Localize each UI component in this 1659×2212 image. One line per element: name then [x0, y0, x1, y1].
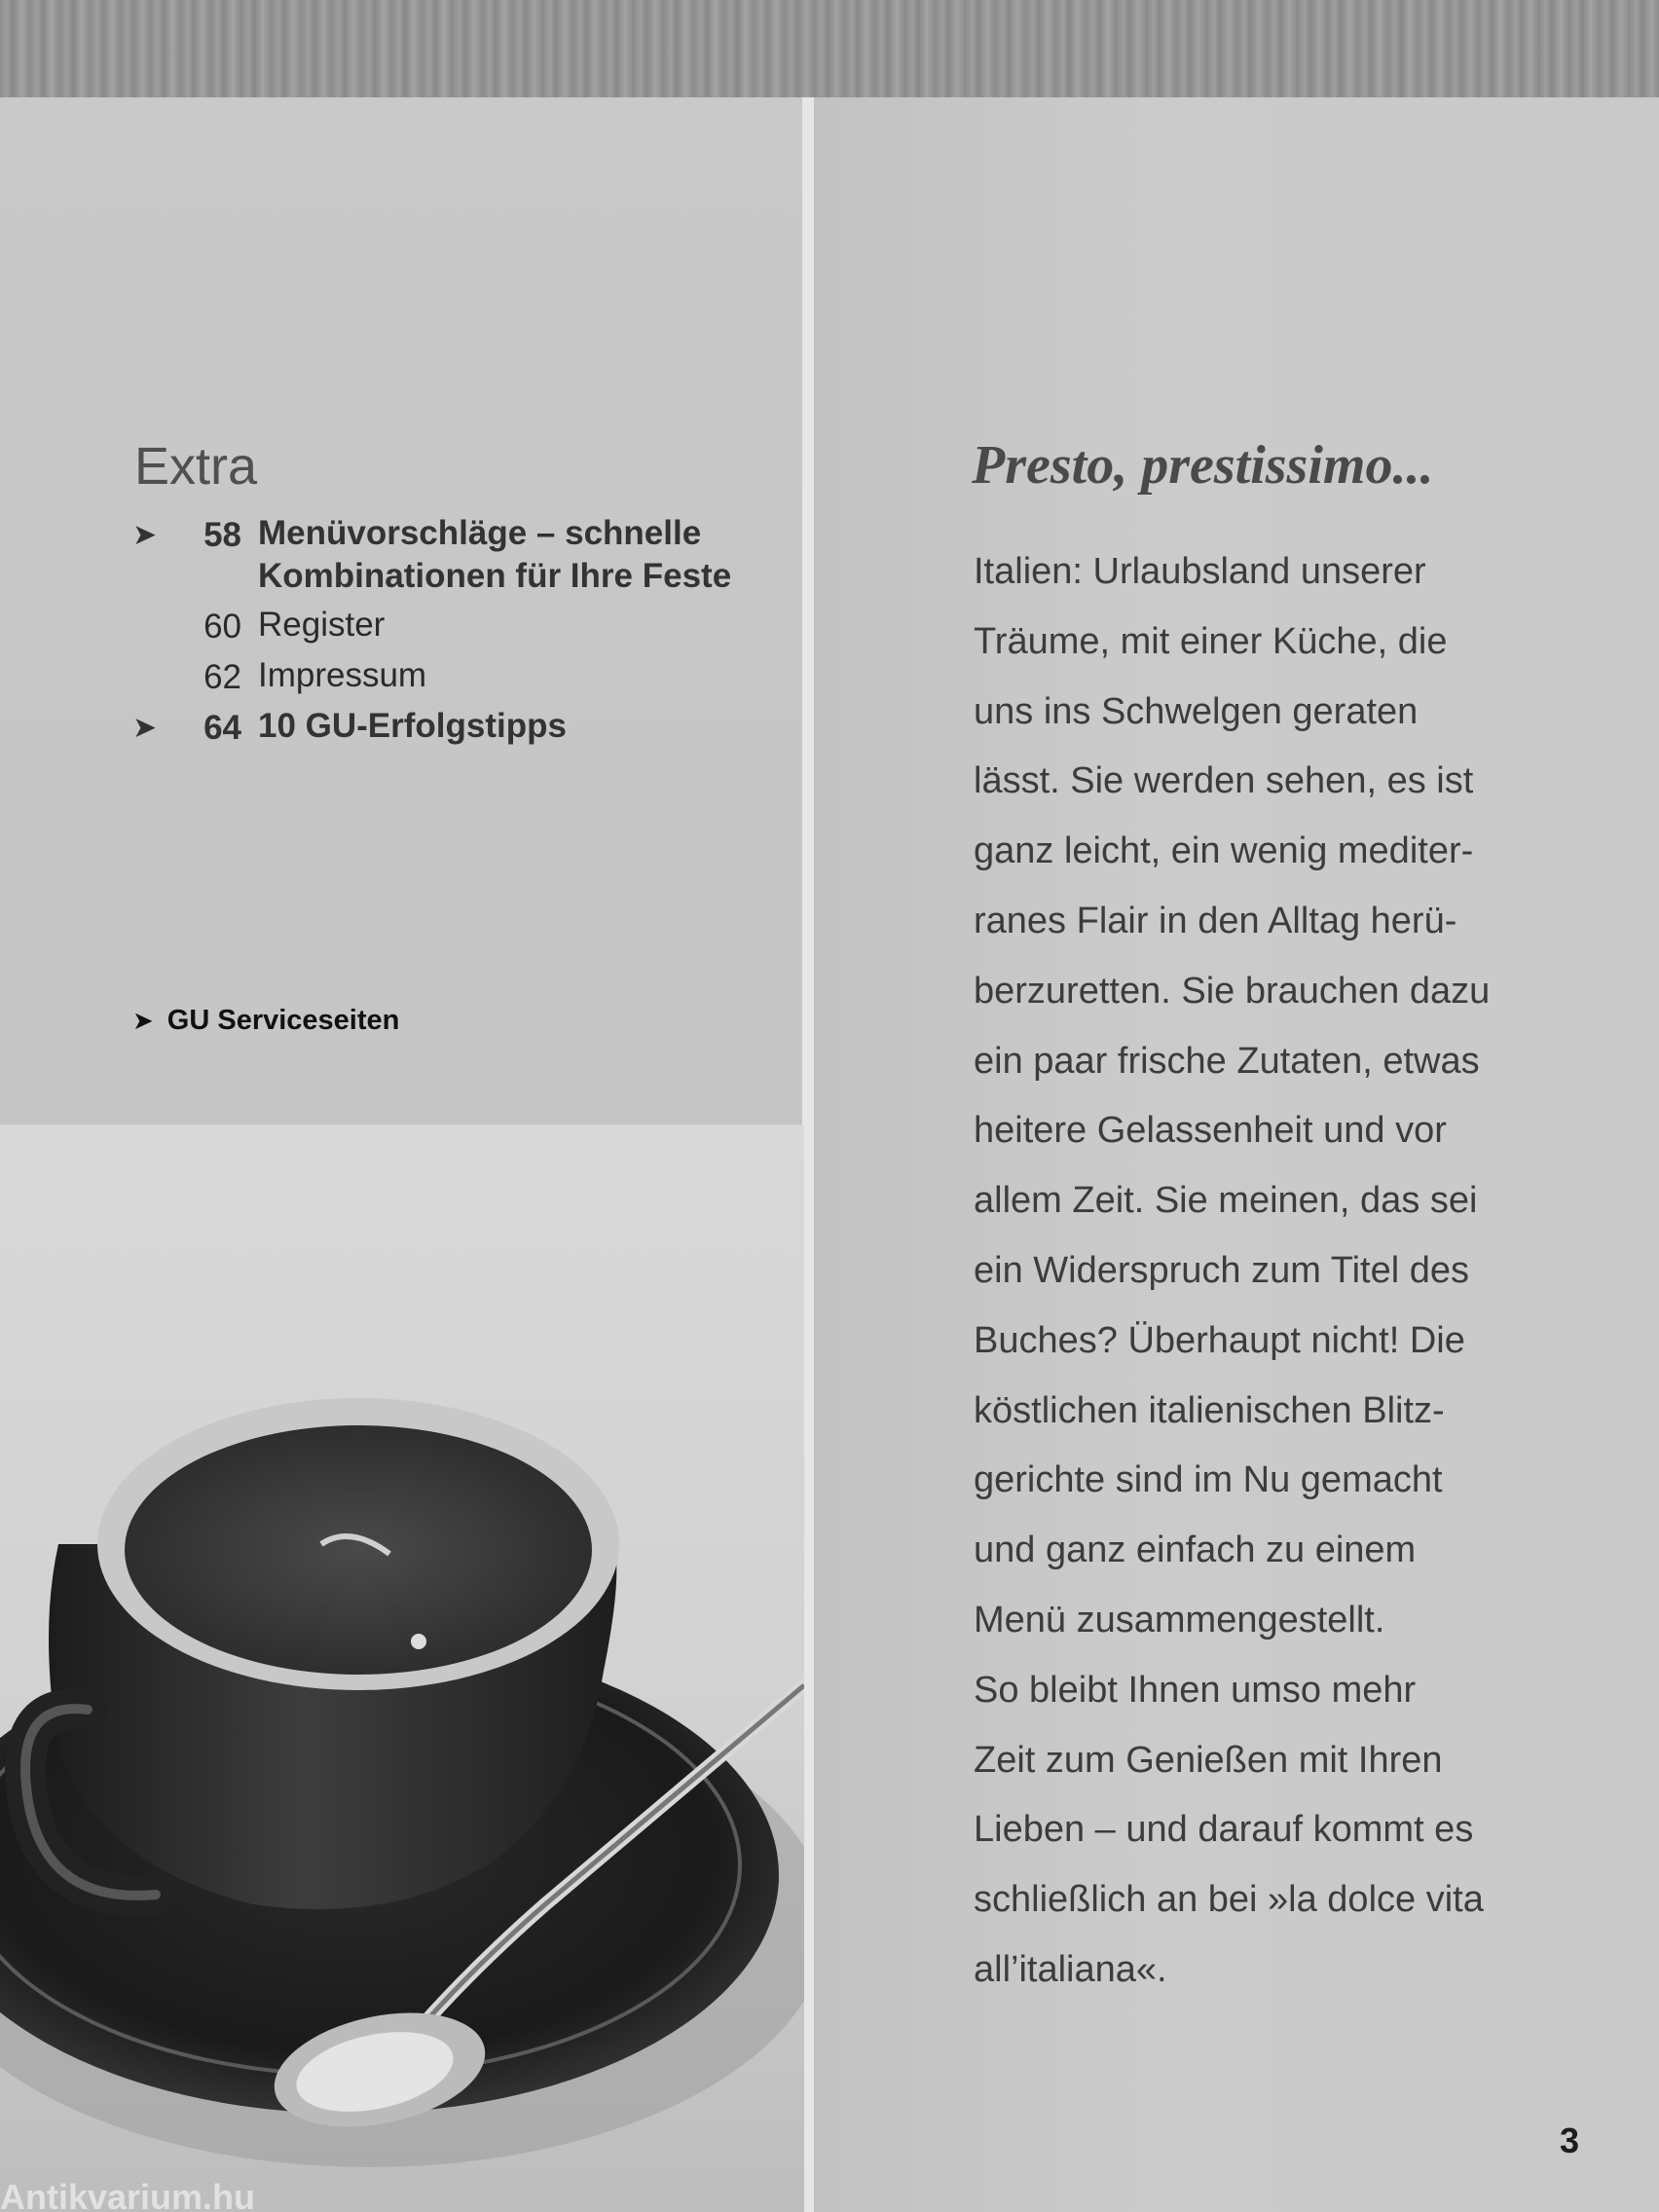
body-line: So bleibt Ihnen umso mehr	[974, 1669, 1417, 1711]
toc-page-number: 60	[203, 608, 241, 645]
body-line: und ganz einfach zu einem	[974, 1530, 1417, 1571]
espresso-photo	[0, 1125, 804, 2212]
toc-entry	[127, 658, 759, 705]
body-line: schließlich an bei »la dolce vita	[974, 1879, 1484, 1921]
toc-entry	[127, 608, 759, 654]
body-line: köstlichen italienischen Blitz-	[974, 1389, 1445, 1431]
toc-title-line: Menüvorschläge – schnelle	[258, 514, 702, 552]
body-line: Lieben – und darauf kommt es	[974, 1809, 1474, 1851]
body-line: lässt. Sie werden sehen, es ist	[974, 760, 1474, 802]
toc-heading: Extra	[134, 437, 258, 496]
arrow-icon: ➤	[132, 519, 158, 551]
body-line: Buches? Überhaupt nicht! Die	[974, 1319, 1465, 1361]
watermark: Antikvarium.hu	[0, 2177, 256, 2212]
toc-entry-title: 10 GU-Erfolgstipps	[258, 707, 567, 745]
arrow-icon: ➤	[132, 712, 158, 744]
body-line: uns ins Schwelgen geraten	[974, 690, 1419, 732]
body-line: Italien: Urlaubsland unserer	[974, 551, 1426, 592]
body-line: ranes Flair in den Alltag herü-	[974, 900, 1457, 941]
body-line: ein paar frische Zutaten, etwas	[974, 1040, 1480, 1082]
body-line: all’italiana«.	[974, 1948, 1167, 1990]
espresso-cup-illustration	[0, 1125, 804, 2212]
toc-title-line: Kombinationen für Ihre Feste	[258, 557, 732, 595]
toc-page-number: 64	[203, 709, 241, 747]
body-line: Träume, mit einer Küche, die	[974, 620, 1448, 662]
article-title: Presto, prestissimo...	[972, 435, 1434, 496]
body-line: Menü zusammengestellt.	[974, 1599, 1385, 1641]
toc-page-number: 58	[203, 516, 241, 554]
body-line: gerichte sind im Nu gemacht	[974, 1459, 1443, 1501]
toc-entry	[127, 709, 759, 756]
body-line: Zeit zum Genießen mit Ihren	[974, 1739, 1443, 1781]
service-pages-label	[132, 1005, 399, 1037]
toc-entry-title	[258, 512, 881, 598]
toc-entry	[127, 514, 759, 595]
body-line: berzuretten. Sie brauchen dazu	[974, 970, 1491, 1012]
arrow-icon: ➤	[132, 1006, 154, 1035]
page-number: 3	[1560, 2120, 1580, 2160]
desk-background	[0, 0, 1659, 101]
body-line: ganz leicht, ein wenig mediter-	[974, 830, 1474, 872]
coffee-surface	[125, 1425, 592, 1675]
service-pages-text: GU Serviceseiten	[166, 1005, 400, 1036]
article-body	[974, 537, 1558, 2006]
toc-entry-title: Impressum	[258, 656, 427, 694]
body-line: heitere Gelassenheit und vor	[974, 1110, 1447, 1152]
toc-page-number: 62	[203, 658, 241, 696]
body-line: allem Zeit. Sie meinen, das sei	[974, 1180, 1478, 1222]
body-line: ein Widerspruch zum Titel des	[974, 1249, 1469, 1291]
toc-entry-title: Register	[258, 606, 386, 644]
